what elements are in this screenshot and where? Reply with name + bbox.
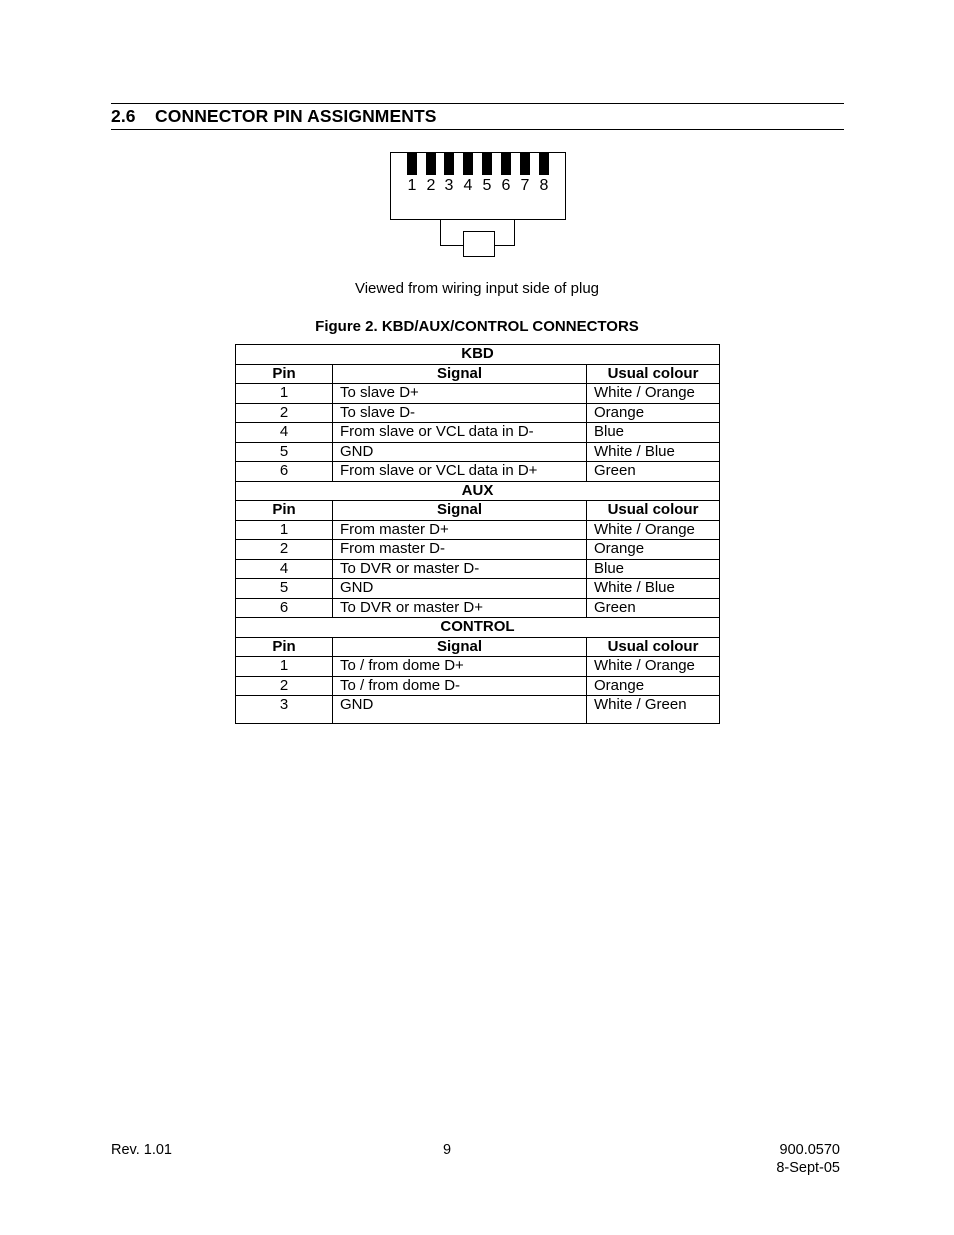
table-row [236,540,720,560]
pin-number-label: 2 [426,177,436,194]
column-header-row [236,364,720,384]
colour-cell: Blue [587,559,720,579]
signal-cell: To DVR or master D+ [333,598,587,618]
column-header: Usual colour [587,637,720,657]
group-header-row [236,618,720,638]
signal-cell: From slave or VCL data in D- [333,423,587,443]
column-header: Signal [333,501,587,521]
section-title: CONNECTOR PIN ASSIGNMENTS [155,106,437,126]
group-name: KBD [236,345,720,365]
colour-cell: Blue [587,423,720,443]
pin-cell: 2 [236,676,333,696]
signal-cell: From master D+ [333,520,587,540]
pin-number-label: 3 [444,177,454,194]
table-row [236,696,720,724]
signal-cell: To DVR or master D- [333,559,587,579]
colour-cell: Orange [587,540,720,560]
colour-cell: White / Orange [587,520,720,540]
pin-number-label: 8 [539,177,549,194]
pin-cell: 5 [236,579,333,599]
colour-cell: White / Blue [587,579,720,599]
table-row [236,579,720,599]
column-header: Usual colour [587,364,720,384]
group-header-row [236,345,720,365]
plug-latch-tab [463,231,495,257]
section-heading [111,106,437,127]
section-number: 2.6 [111,106,136,126]
pin-cell: 5 [236,442,333,462]
pin-contact-6 [501,153,511,175]
table-row [236,384,720,404]
pin-number-label: 4 [463,177,473,194]
pin-cell: 3 [236,696,333,724]
colour-cell: Orange [587,403,720,423]
signal-cell: GND [333,579,587,599]
table-row [236,657,720,677]
pin-cell: 1 [236,657,333,677]
table-row [236,462,720,482]
heading-bottom-rule [111,129,844,130]
group-name: AUX [236,481,720,501]
pin-number-label: 1 [407,177,417,194]
pin-contact-3 [444,153,454,175]
table-row [236,676,720,696]
column-header-row [236,637,720,657]
signal-cell: GND [333,696,587,724]
pin-cell: 6 [236,462,333,482]
pin-cell: 1 [236,520,333,540]
heading-top-rule [111,103,844,104]
colour-cell: Orange [587,676,720,696]
table-row [236,520,720,540]
pin-number-label: 5 [482,177,492,194]
pin-cell: 4 [236,423,333,443]
signal-cell: To / from dome D+ [333,657,587,677]
colour-cell: Green [587,598,720,618]
column-header-row [236,501,720,521]
footer-revision: Rev. 1.01 [111,1142,172,1158]
column-header: Signal [333,364,587,384]
signal-cell: To / from dome D- [333,676,587,696]
figure-caption: Viewed from wiring input side of plug [354,280,600,297]
pin-contact-1 [407,153,417,175]
signal-cell: GND [333,442,587,462]
pin-contact-4 [463,153,473,175]
pin-number-label: 6 [501,177,511,194]
signal-cell: From master D- [333,540,587,560]
column-header: Signal [333,637,587,657]
colour-cell: White / Green [587,696,720,724]
connector-plug-diagram [390,152,566,220]
table-row [236,442,720,462]
pin-cell: 2 [236,403,333,423]
pin-cell: 4 [236,559,333,579]
pin-cell: 1 [236,384,333,404]
footer-doc-number: 900.0570 [779,1142,840,1158]
table-row [236,598,720,618]
column-header: Pin [236,364,333,384]
pin-cell: 2 [236,540,333,560]
footer-date: 8-Sept-05 [776,1160,840,1176]
group-header-row [236,481,720,501]
pin-contact-5 [482,153,492,175]
colour-cell: White / Orange [587,384,720,404]
pin-number-label: 7 [520,177,530,194]
pin-contact-2 [426,153,436,175]
signal-cell: To slave D- [333,403,587,423]
figure-title: Figure 2. KBD/AUX/CONTROL CONNECTORS [315,318,639,335]
colour-cell: White / Orange [587,657,720,677]
column-header: Pin [236,501,333,521]
footer-page-number: 9 [443,1142,452,1158]
pin-contact-8 [539,153,549,175]
group-name: CONTROL [236,618,720,638]
signal-cell: To slave D+ [333,384,587,404]
pin-assignment-table [235,344,720,724]
signal-cell: From slave or VCL data in D+ [333,462,587,482]
pin-cell: 6 [236,598,333,618]
table-row [236,559,720,579]
pin-contact-7 [520,153,530,175]
column-header: Pin [236,637,333,657]
table-row [236,403,720,423]
colour-cell: Green [587,462,720,482]
colour-cell: White / Blue [587,442,720,462]
table-row [236,423,720,443]
column-header: Usual colour [587,501,720,521]
